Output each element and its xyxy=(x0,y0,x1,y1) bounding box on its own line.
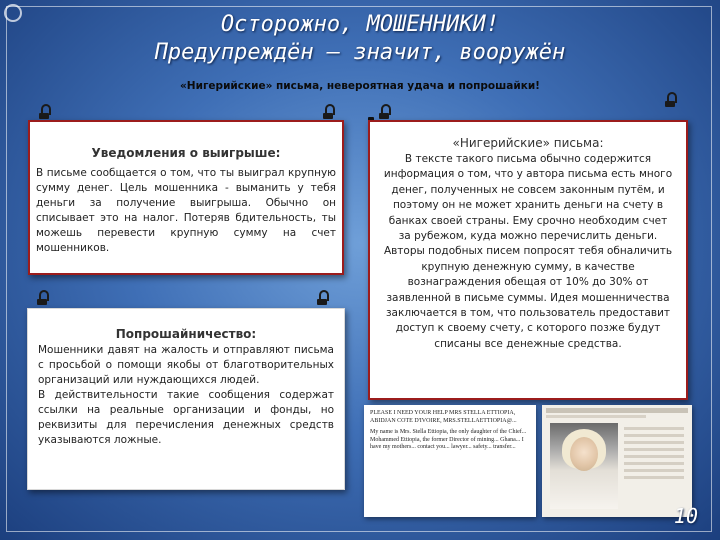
binder-clip-icon xyxy=(378,104,390,118)
binder-clip-icon xyxy=(316,290,328,304)
begging-heading: Попрошайничество: xyxy=(115,327,257,341)
nigerian-text: В тексте такого письма обычно содержится информация о том, что у автора письма есть много денег, полученных не совсем законным путём, и поэтому он не может хранить деньги на счету в банках своей страны. Ему срочно необходим счет за рубежом, куда можно перечислить деньги. Авторы подобных писем попросят тебя обналичить крупную денежную сумму, в качестве вознаграждения обещая от 10% до 30% от заявленной в письме суммы. Идея мошенничества заключается в том, что пользователь предоставит доступ к своему счету, с которого позже будут списаны все денежные средства. xyxy=(383,153,673,350)
winnings-heading: Уведомления о выигрыше: xyxy=(91,146,281,160)
email-screenshot-body: My name is Mrs. Stella Ettiopia, the only daughter of the Chief... Mohammed Ettiopia, the former Director of mining... Ghana... I have my mothers... contact you... lawyer... safety... transfer... xyxy=(370,429,527,450)
screenshot-text-lines xyxy=(624,427,684,483)
binder-clip-icon xyxy=(38,104,50,118)
slide-title-line1: Осторожно, МОШЕННИКИ! xyxy=(220,12,500,37)
winnings-card xyxy=(28,120,344,275)
begging-card xyxy=(27,308,345,490)
binder-clip-icon xyxy=(36,290,48,304)
winnings-text: В письме сообщается о том, что ты выиграл крупную сумму денег. Цель мошенника - выманить у тебя деньги за получение выигрыша. Обычно он списывает это на налог. Потеряв бдительность, ты можешь перевести крупную сумму на счет мошенников. xyxy=(36,167,336,254)
slide-subtitle: «Нигерийские» письма, невероятная удача и попрошайки! xyxy=(180,80,540,92)
begging-text-part1: Мошенники давят на жалость и отправляют письма с просьбой о помощи якобы от благотворительных организаций или нуждающихся людей. xyxy=(38,344,334,386)
woman-photo xyxy=(550,423,618,509)
nigerian-card xyxy=(368,120,688,400)
page-number: 10 xyxy=(673,504,698,528)
nigerian-heading: «Нигерийские» письма: xyxy=(452,136,604,150)
slide-title-line2: Предупреждён – значит, вооружён xyxy=(154,40,566,65)
screenshot-subheader-bar xyxy=(546,415,646,418)
email-screenshot xyxy=(364,405,536,517)
email-screenshot-header: PLEASE I NEED YOUR HELP MRS STELLA ETTIOPIA, ABIDJAN COTE D'IVOIRE, MRS.STELLAETTIOPIA@... xyxy=(370,410,517,424)
photo-screenshot xyxy=(542,405,692,517)
screenshot-header-bar xyxy=(546,408,688,413)
binder-clip-icon xyxy=(322,104,334,118)
begging-text-part2: В действительности такие сообщения содержат ссылки на реальные организации и фонды, но реквизиты для перечисления денежных средств указываются ложные. xyxy=(38,389,334,446)
photo-face xyxy=(570,437,598,471)
binder-clip-icon xyxy=(664,92,676,106)
